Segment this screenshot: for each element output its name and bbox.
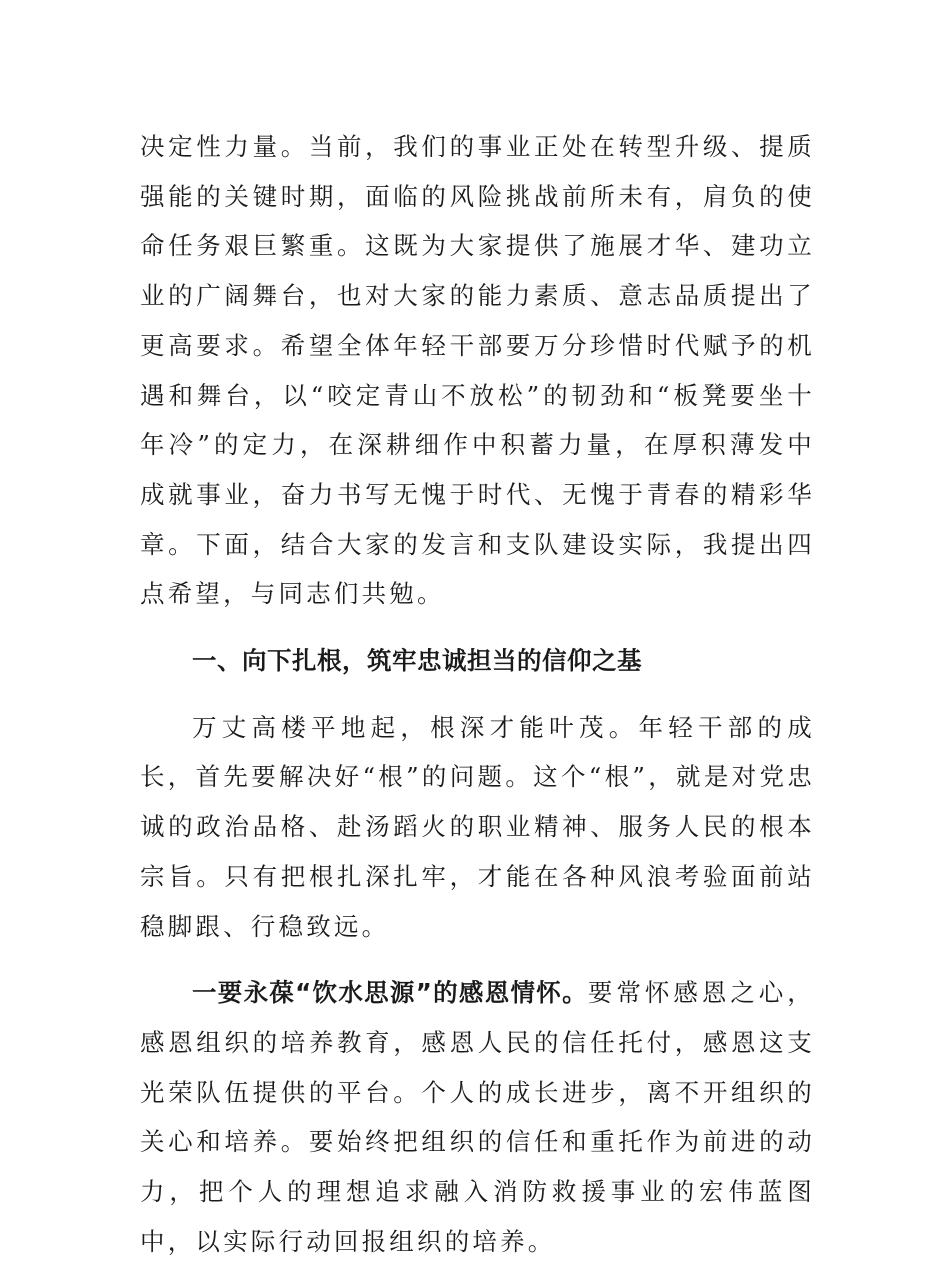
paragraph-point-1	[140, 968, 815, 1266]
point-1-body: 要常怀感恩之心，感恩组织的培养教育，感恩人民的信任托付，感恩这支光荣队伍提供的平台。个人的成长进步，离不开组织的关心和培养。要始终把组织的信任和重托作为前进的动力，把个人的理想追求融入消防救援事业的宏伟蓝图中，以实际行动回报组织的培养。	[140, 978, 815, 1256]
paragraph-section-1-body: 万丈高楼平地起，根深才能叶茂。年轻干部的成长，首先要解决好“根”的问题。这个“根”，就是对党忠诚的政治品格、赴汤蹈火的职业精神、服务人民的根本宗旨。只有把根扎深扎牢，才能在各种风浪考验面前站稳脚跟、行稳致远。	[140, 712, 815, 941]
section-heading-1: 一、向下扎根，筑牢忠诚担当的信仰之基	[192, 646, 642, 676]
point-1-lead: 一要永葆“饮水思源”的感恩情怀。	[192, 978, 588, 1008]
document-page	[140, 122, 815, 1266]
paragraph-intro-continuation: 决定性力量。当前，我们的事业正处在转型升级、提质强能的关键时期，面临的风险挑战前所未有，肩负的使命任务艰巨繁重。这既为大家提供了施展才华、建功立业的广阔舞台，也对大家的能力素质、意志品质提出了更高要求。希望全体年轻干部要万分珍惜时代赋予的机遇和舞台，以“咬定青山不放松”的韧劲和“板凳要坐十年冷”的定力，在深耕细作中积蓄力量，在厚积薄发中成就事业，奋力书写无愧于时代、无愧于青春的精彩华章。下面，结合大家的发言和支队建设实际，我提出四点希望，与同志们共勉。	[140, 132, 815, 609]
